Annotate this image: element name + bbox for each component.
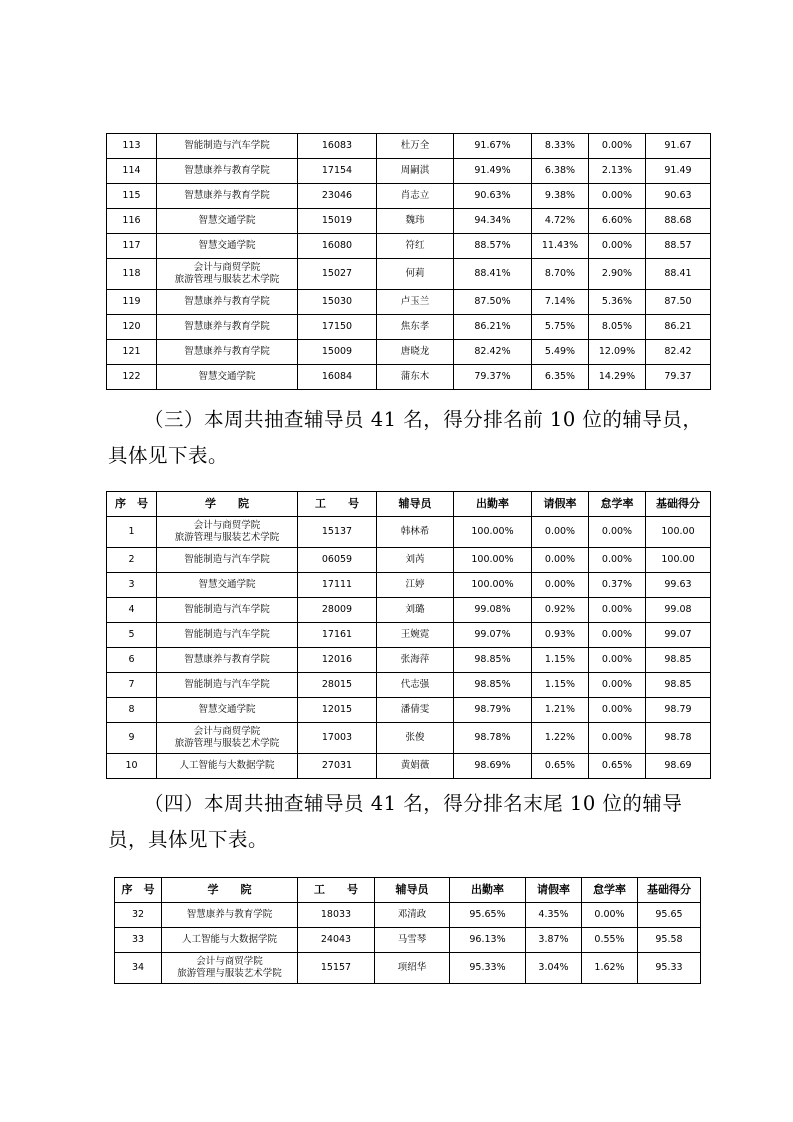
cell-leave: 8.33% (532, 134, 589, 159)
cell-no: 114 (107, 159, 157, 184)
cell-score: 91.67 (646, 134, 711, 159)
cell-attendance: 95.33% (450, 953, 526, 984)
cell-score: 99.07 (646, 623, 711, 648)
table-body (107, 134, 711, 390)
cell-absent: 0.00% (589, 723, 646, 754)
cell-college (157, 673, 298, 698)
cell-attendance: 98.69% (454, 754, 532, 779)
cell-no: 34 (115, 953, 162, 984)
table-row (115, 928, 701, 953)
cell-no: 117 (107, 234, 157, 259)
table-row (107, 673, 711, 698)
cell-college (162, 903, 298, 928)
cell-leave: 6.38% (532, 159, 589, 184)
section-4-paragraph (108, 786, 698, 858)
cell-no: 5 (107, 623, 157, 648)
cell-leave: 1.15% (532, 648, 589, 673)
cell-id: 16083 (298, 134, 377, 159)
table-row (107, 290, 711, 315)
cell-absent: 0.00% (589, 134, 646, 159)
cell-absent: 0.00% (589, 184, 646, 209)
cell-id: 23046 (298, 184, 377, 209)
cell-id: 17150 (298, 315, 377, 340)
cell-college (157, 648, 298, 673)
college-line: 旅游管理与服装艺术学院 (174, 274, 280, 285)
paragraph-line: （三）本周共抽查辅导员 41 名，得分排名前 10 位的辅导员， (144, 408, 703, 431)
cell-leave: 3.04% (526, 953, 582, 984)
cell-name: 王婉霓 (377, 623, 454, 648)
cell-leave: 8.70% (532, 259, 589, 290)
cell-no: 1 (107, 517, 157, 548)
cell-absent: 0.37% (589, 573, 646, 598)
cell-leave: 1.15% (532, 673, 589, 698)
cell-score: 88.57 (646, 234, 711, 259)
cell-leave: 4.72% (532, 209, 589, 234)
cell-no: 8 (107, 698, 157, 723)
college-line: 智慧交通学院 (198, 240, 256, 251)
cell-score: 98.69 (646, 754, 711, 779)
cell-id: 17161 (298, 623, 377, 648)
cell-college (157, 209, 298, 234)
header-absent: 怠学率 (582, 878, 638, 903)
college-line: 智慧康养与教育学院 (184, 346, 270, 357)
cell-college (157, 723, 298, 754)
cell-college (157, 517, 298, 548)
cell-name: 潘倩雯 (377, 698, 454, 723)
header-leave: 请假率 (526, 878, 582, 903)
cell-attendance: 90.63% (454, 184, 532, 209)
cell-score: 98.85 (646, 673, 711, 698)
cell-no: 120 (107, 315, 157, 340)
cell-id: 15009 (298, 340, 377, 365)
cell-no: 6 (107, 648, 157, 673)
cell-name: 韩林希 (377, 517, 454, 548)
header-college: 学 院 (157, 492, 298, 517)
college-line: 旅游管理与服装艺术学院 (174, 738, 280, 749)
college-line: 会计与商贸学院 (193, 520, 261, 531)
college-line: 旅游管理与服装艺术学院 (177, 968, 282, 979)
cell-name: 周嗣淇 (377, 159, 454, 184)
cell-no: 10 (107, 754, 157, 779)
cell-college (157, 623, 298, 648)
cell-name: 邓清政 (375, 903, 450, 928)
college-line: 智慧交通学院 (198, 579, 256, 590)
cell-attendance: 100.00% (454, 548, 532, 573)
cell-no: 121 (107, 340, 157, 365)
cell-name: 刘芮 (377, 548, 454, 573)
college-line: 会计与商贸学院 (196, 956, 263, 967)
header-absent: 怠学率 (589, 492, 646, 517)
college-line: 会计与商贸学院 (193, 726, 261, 737)
cell-college (157, 290, 298, 315)
cell-score: 95.33 (638, 953, 701, 984)
cell-attendance: 100.00% (454, 517, 532, 548)
cell-id: 12015 (298, 698, 377, 723)
table-row (107, 234, 711, 259)
cell-leave: 11.43% (532, 234, 589, 259)
cell-name: 肖志立 (377, 184, 454, 209)
cell-absent: 6.60% (589, 209, 646, 234)
table-row (107, 648, 711, 673)
header-score: 基础得分 (638, 878, 701, 903)
cell-attendance: 98.79% (454, 698, 532, 723)
cell-name: 焦东孝 (377, 315, 454, 340)
cell-leave: 5.75% (532, 315, 589, 340)
cell-absent: 5.36% (589, 290, 646, 315)
cell-absent: 0.55% (582, 928, 638, 953)
cell-leave: 9.38% (532, 184, 589, 209)
cell-attendance: 100.00% (454, 573, 532, 598)
table-row (115, 953, 701, 984)
cell-college (157, 259, 298, 290)
cell-absent: 0.00% (589, 598, 646, 623)
cell-absent: 14.29% (589, 365, 646, 390)
cell-attendance: 96.13% (450, 928, 526, 953)
cell-score: 98.78 (646, 723, 711, 754)
header-attendance: 出勤率 (454, 492, 532, 517)
section-3-paragraph (108, 402, 703, 474)
cell-no: 33 (115, 928, 162, 953)
cell-id: 17111 (298, 573, 377, 598)
cell-no: 3 (107, 573, 157, 598)
cell-score: 88.68 (646, 209, 711, 234)
cell-score: 99.63 (646, 573, 711, 598)
cell-attendance: 98.85% (454, 648, 532, 673)
cell-no: 116 (107, 209, 157, 234)
college-line: 智慧康养与教育学院 (184, 321, 270, 332)
cell-no: 7 (107, 673, 157, 698)
table-row (107, 754, 711, 779)
cell-absent: 0.00% (589, 234, 646, 259)
cell-attendance: 91.67% (454, 134, 532, 159)
cell-name: 符红 (377, 234, 454, 259)
cell-id: 15030 (298, 290, 377, 315)
cell-college (157, 159, 298, 184)
cell-name: 项绍华 (375, 953, 450, 984)
cell-name: 张俊 (377, 723, 454, 754)
bottom-10-table (114, 877, 701, 984)
cell-attendance: 79.37% (454, 365, 532, 390)
cell-attendance: 86.21% (454, 315, 532, 340)
college-line: 智慧康养与教育学院 (184, 190, 270, 201)
cell-id: 15027 (298, 259, 377, 290)
college-line: 智慧交通学院 (198, 215, 256, 226)
cell-name: 杜万全 (377, 134, 454, 159)
cell-attendance: 99.07% (454, 623, 532, 648)
cell-id: 17154 (298, 159, 377, 184)
cell-score: 100.00 (646, 548, 711, 573)
cell-attendance: 94.34% (454, 209, 532, 234)
cell-name: 蒲东木 (377, 365, 454, 390)
cell-leave: 5.49% (532, 340, 589, 365)
cell-leave: 7.14% (532, 290, 589, 315)
cell-leave: 0.00% (532, 517, 589, 548)
cell-score: 82.42 (646, 340, 711, 365)
table-header-row (115, 878, 701, 903)
top-10-table (106, 491, 711, 779)
table-row (107, 209, 711, 234)
cell-score: 95.58 (638, 928, 701, 953)
table-row (107, 598, 711, 623)
cell-id: 12016 (298, 648, 377, 673)
cell-college (157, 754, 298, 779)
cell-leave: 4.35% (526, 903, 582, 928)
header-no: 序 号 (115, 878, 162, 903)
cell-attendance: 98.78% (454, 723, 532, 754)
cell-attendance: 95.65% (450, 903, 526, 928)
cell-absent: 0.00% (589, 517, 646, 548)
cell-leave: 1.22% (532, 723, 589, 754)
cell-absent: 0.00% (582, 903, 638, 928)
table-row (107, 623, 711, 648)
cell-id: 24043 (298, 928, 375, 953)
cell-id: 16080 (298, 234, 377, 259)
table-row (107, 340, 711, 365)
header-leave: 请假率 (532, 492, 589, 517)
college-line: 会计与商贸学院 (193, 262, 261, 273)
header-id: 工 号 (298, 492, 377, 517)
cell-attendance: 88.41% (454, 259, 532, 290)
header-name: 辅导员 (377, 492, 454, 517)
cell-score: 95.65 (638, 903, 701, 928)
cell-leave: 3.87% (526, 928, 582, 953)
header-id: 工 号 (298, 878, 375, 903)
cell-college (157, 365, 298, 390)
header-score: 基础得分 (646, 492, 711, 517)
cell-score: 79.37 (646, 365, 711, 390)
table-body (107, 517, 711, 779)
cell-score: 98.79 (646, 698, 711, 723)
table-row (107, 134, 711, 159)
college-line: 智慧交通学院 (198, 371, 256, 382)
cell-name: 卢玉兰 (377, 290, 454, 315)
cell-no: 119 (107, 290, 157, 315)
table-row (107, 573, 711, 598)
ranking-table-bottom-continued (106, 133, 711, 390)
college-line: 智能制造与汽车学院 (184, 629, 270, 640)
cell-id: 15019 (298, 209, 377, 234)
cell-id: 28015 (298, 673, 377, 698)
cell-absent: 0.00% (589, 623, 646, 648)
table-row (107, 548, 711, 573)
cell-score: 87.50 (646, 290, 711, 315)
cell-no: 115 (107, 184, 157, 209)
cell-name: 代志强 (377, 673, 454, 698)
cell-no: 2 (107, 548, 157, 573)
cell-score: 100.00 (646, 517, 711, 548)
cell-college (157, 184, 298, 209)
cell-id: 17003 (298, 723, 377, 754)
header-attendance: 出勤率 (450, 878, 526, 903)
cell-id: 28009 (298, 598, 377, 623)
cell-id: 15157 (298, 953, 375, 984)
table-row (107, 259, 711, 290)
cell-score: 99.08 (646, 598, 711, 623)
cell-college (157, 234, 298, 259)
cell-college (157, 134, 298, 159)
cell-attendance: 88.57% (454, 234, 532, 259)
cell-score: 91.49 (646, 159, 711, 184)
college-line: 智慧康养与教育学院 (184, 296, 270, 307)
college-line: 智慧康养与教育学院 (184, 165, 270, 176)
cell-score: 98.85 (646, 648, 711, 673)
header-name: 辅导员 (375, 878, 450, 903)
cell-attendance: 98.85% (454, 673, 532, 698)
table-row (107, 159, 711, 184)
cell-leave: 0.00% (532, 573, 589, 598)
cell-college (157, 340, 298, 365)
cell-college (162, 928, 298, 953)
table-row (107, 365, 711, 390)
cell-leave: 0.92% (532, 598, 589, 623)
cell-name: 唐晓龙 (377, 340, 454, 365)
college-line: 人工智能与大数据学院 (179, 760, 275, 771)
table-row (115, 903, 701, 928)
cell-leave: 0.00% (532, 548, 589, 573)
cell-name: 马雪琴 (375, 928, 450, 953)
table-row (107, 723, 711, 754)
cell-college (157, 315, 298, 340)
cell-absent: 0.65% (589, 754, 646, 779)
cell-leave: 1.21% (532, 698, 589, 723)
cell-absent: 0.00% (589, 673, 646, 698)
cell-absent: 12.09% (589, 340, 646, 365)
cell-id: 16084 (298, 365, 377, 390)
cell-leave: 0.93% (532, 623, 589, 648)
college-line: 智慧康养与教育学院 (186, 909, 273, 920)
cell-attendance: 82.42% (454, 340, 532, 365)
cell-no: 122 (107, 365, 157, 390)
cell-id: 15137 (298, 517, 377, 548)
cell-no: 4 (107, 598, 157, 623)
cell-name: 黄娟薇 (377, 754, 454, 779)
cell-college (162, 953, 298, 984)
college-line: 智慧交通学院 (198, 704, 256, 715)
cell-id: 27031 (298, 754, 377, 779)
college-line: 智能制造与汽车学院 (184, 604, 270, 615)
header-no: 序 号 (107, 492, 157, 517)
cell-no: 9 (107, 723, 157, 754)
cell-no: 118 (107, 259, 157, 290)
cell-name: 张海萍 (377, 648, 454, 673)
table-row (107, 315, 711, 340)
table-body (115, 903, 701, 984)
paragraph-line: （四）本周共抽查辅导员 41 名，得分排名末尾 10 位的辅导 (144, 792, 683, 815)
cell-name: 江婷 (377, 573, 454, 598)
cell-score: 86.21 (646, 315, 711, 340)
cell-college (157, 548, 298, 573)
cell-college (157, 698, 298, 723)
paragraph-line: 员，具体见下表。 (108, 828, 269, 851)
cell-college (157, 573, 298, 598)
college-line: 智能制造与汽车学院 (184, 679, 270, 690)
college-line: 智能制造与汽车学院 (184, 140, 270, 151)
cell-name: 刘璐 (377, 598, 454, 623)
cell-absent: 0.00% (589, 698, 646, 723)
college-line: 智慧康养与教育学院 (184, 654, 270, 665)
cell-absent: 1.62% (582, 953, 638, 984)
cell-score: 90.63 (646, 184, 711, 209)
cell-absent: 0.00% (589, 648, 646, 673)
table-row (107, 517, 711, 548)
cell-attendance: 99.08% (454, 598, 532, 623)
college-line: 智能制造与汽车学院 (184, 554, 270, 565)
cell-name: 魏玮 (377, 209, 454, 234)
cell-leave: 0.65% (532, 754, 589, 779)
cell-leave: 6.35% (532, 365, 589, 390)
cell-attendance: 87.50% (454, 290, 532, 315)
table-row (107, 698, 711, 723)
cell-no: 113 (107, 134, 157, 159)
cell-absent: 2.13% (589, 159, 646, 184)
cell-absent: 2.90% (589, 259, 646, 290)
table-row (107, 184, 711, 209)
cell-no: 32 (115, 903, 162, 928)
cell-score: 88.41 (646, 259, 711, 290)
cell-absent: 8.05% (589, 315, 646, 340)
cell-absent: 0.00% (589, 548, 646, 573)
table-header-row (107, 492, 711, 517)
college-line: 人工智能与大数据学院 (181, 934, 277, 945)
cell-id: 18033 (298, 903, 375, 928)
college-line: 旅游管理与服装艺术学院 (174, 532, 280, 543)
header-college: 学 院 (162, 878, 298, 903)
cell-id: 06059 (298, 548, 377, 573)
cell-college (157, 598, 298, 623)
paragraph-line: 具体见下表。 (108, 444, 229, 467)
cell-name: 何莉 (377, 259, 454, 290)
cell-attendance: 91.49% (454, 159, 532, 184)
